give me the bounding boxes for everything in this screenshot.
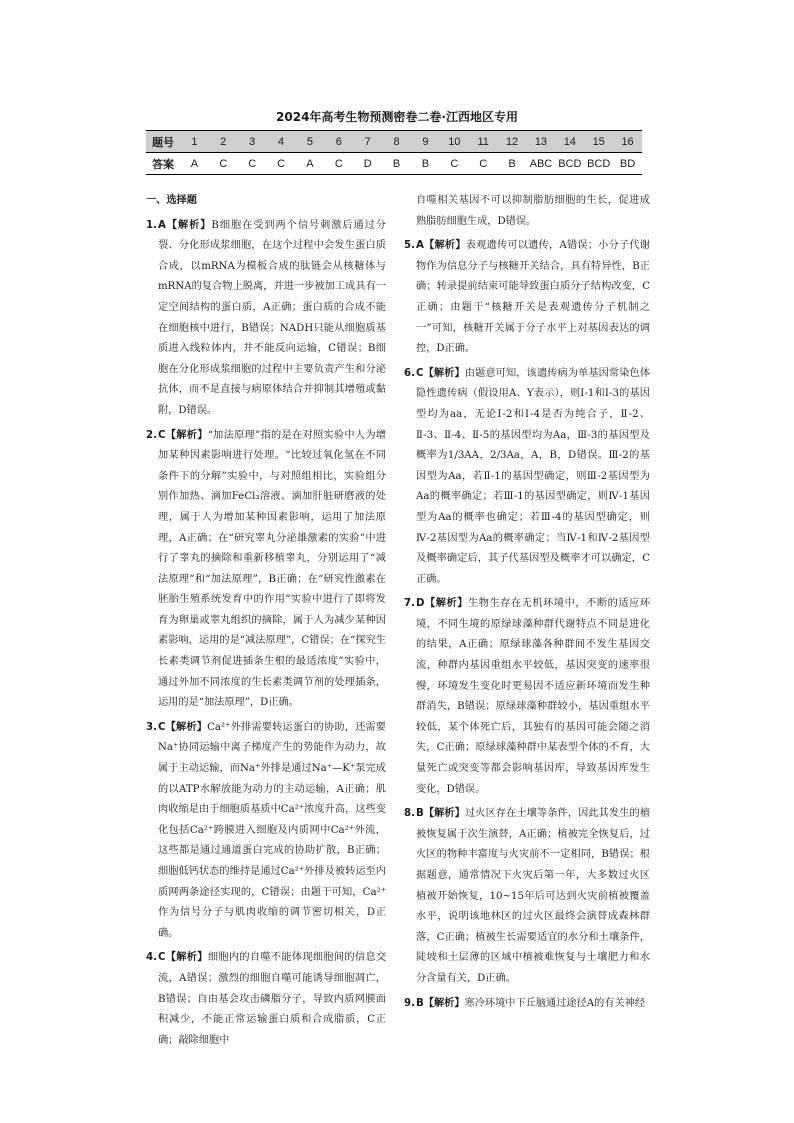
item-answer: B	[416, 808, 424, 820]
item-number: 5.	[404, 240, 415, 252]
question-number: 1	[180, 131, 209, 153]
question-number: 15	[584, 131, 613, 153]
question-number: 7	[353, 131, 382, 153]
answer-cell: BD	[613, 153, 642, 175]
answer-cell: BCD	[555, 153, 584, 175]
left-column	[146, 191, 386, 1051]
analysis-tag: 【解析】	[423, 367, 465, 379]
explanation-continuation	[404, 191, 650, 232]
item-number: 3.	[146, 721, 157, 733]
item-answer: A	[158, 219, 166, 231]
item-text: Ca²⁺外排需要转运蛋白的协助，还需要Na⁺协同运输中离子梯度产生的势能作为动力，故属于主动运输，而Na⁺外排是通过Na⁺—K⁺泵完成的以ATP水解放能为动力的主动运输，A正确；肌肉收缩是由于细胞质基质中Ca²⁺浓度升高，这些变化包括Ca²⁺跨膜进入细胞及内质网中Ca²⁺外流，这些都是通过通道蛋白完成的协助扩散，B正确；细胞低钙状态的维持是通过Ca²⁺外排及被转运至内质网两条途径实现的，C错误；由题干可知，Ca²⁺作为信号分子与肌肉收缩的调节密切相关，D正确。	[158, 721, 386, 939]
question-number: 13	[527, 131, 556, 153]
answer-cell: B	[382, 153, 411, 175]
explanation-item	[146, 216, 386, 422]
answer-cell: A	[296, 153, 325, 175]
question-number: 9	[411, 131, 440, 153]
item-text: 表观遗传可以遗传，A错误；小分子代谢物作为信息分子与核糖开关结合，具有特异性，B正确；转录提前结束可能导致蛋白质分子结构改变，C正确；由题干“核糖开关是表观遗传分子机制之一”可知，核糖开关属于分子水平上对基因表达的调控，D正确。	[416, 240, 650, 355]
explanation-item	[404, 236, 650, 360]
explanation-item	[404, 804, 650, 989]
question-number: 12	[498, 131, 527, 153]
answer-table	[146, 130, 642, 175]
item-number: 8.	[404, 808, 415, 820]
answer-table-answer-row	[146, 153, 642, 175]
question-number: 14	[555, 131, 584, 153]
item-text: 寒冷环境中下丘脑通过途径A的有关神经	[464, 997, 646, 1009]
explanation-item	[404, 594, 650, 800]
page-title: 2024年高考生物预测密卷二卷·江西地区专用	[276, 110, 518, 124]
item-number: 9.	[404, 997, 415, 1009]
item-number: 2.	[146, 429, 157, 441]
item-number: 6.	[404, 367, 415, 379]
analysis-tag: 【解析】	[165, 219, 212, 231]
analysis-tag: 【解析】	[165, 952, 208, 964]
answer-cell: D	[353, 153, 382, 175]
question-number: 5	[296, 131, 325, 153]
analysis-tag: 【解析】	[423, 997, 465, 1009]
answer-cell: BCD	[584, 153, 613, 175]
item-text: 细胞内的自噬不能体现细胞间的信息交流，A错误；激烈的细胞自噬可能诱导细胞凋亡，B错误；自由基会攻击磷脂分子，导致内质网膜面积减少，不能正常运输蛋白质和合成脂质，C正确；敲除细胞中	[158, 952, 387, 1046]
analysis-tag: 【解析】	[165, 429, 208, 441]
item-number: 4.	[146, 952, 157, 964]
explanation-item	[146, 948, 386, 1051]
answer-cell: C	[440, 153, 469, 175]
explanation-item	[404, 364, 650, 591]
item-text: “加法原理”指的是在对照实验中人为增加某种因素影响进行处理。“比较过氧化氢在不同条件下的分解”实验中，与对照组相比，实验组分别作加热、滴加FeCl₃溶液、滴加肝脏研磨液的处理，属于人为增加某种因素影响，运用了加法原理，A正确；在“研究睾丸分泌雄激素的实验”中进行了睾丸的摘除和重新移植睾丸，分别运用了“减法原理”和“加法原理”，B正确；在“研究性激素在胚胎生殖系统发育中的作用”实验中进行了即将发育为卵巢或睾丸组织的摘除，属于人为减少某种因素影响，运用的是“减法原理”，C错误；在“探究生长素类调节剂促进插条生根的最适浓度”实验中，通过外加不同浓度的生长素类调节剂的处理插条，运用的是“加法原理”，D正确。	[158, 429, 387, 709]
item-text: 由题意可知，该遗传病为单基因常染色体隐性遗传病（假设用A、Y表示），则Ⅰ-1和Ⅰ-3的基因型均为aa，无论Ⅰ-2和Ⅰ-4是否为纯合子，Ⅱ-2、Ⅱ-3、Ⅱ-4、Ⅱ-5的基因型均为Aa，Ⅲ-3的基因型及概率为1/3AA，2/3Aa，A，B，D错误。Ⅲ-2的基因型为Aa，若Ⅱ-1的基因型确定，则Ⅲ-2基因型为Aa的概率确定；若Ⅲ-1的基因型确定，则Ⅳ-1基因型为Aa的概率也确定；若Ⅲ-4的基因型确定，则Ⅳ-2基因型为Aa的概率确定；当Ⅳ-1和Ⅳ-2基因型及概率确定后，其子代基因型及概率才可以确定，C正确。	[416, 367, 651, 585]
analysis-tag: 【解析】	[165, 721, 208, 733]
answer-table-header-row	[146, 131, 642, 153]
item-answer: C	[158, 721, 166, 733]
item-text: 过火区存在土壤等条件，因此其发生的植被恢复属于次生演替，A正确；植被完全恢复后，过火区的物种丰富度与火灾前不一定相同，B错误；根据题意，通常情况下火灾后第一年，大多数过火区植被开始恢复，10~15年后可达到火灾前植被覆盖水平，说明该地林区的过火区最终会演替成森林群落，C正确；植被生长需要适宜的水分和土壤条件，陡坡和土层薄的区域中植被难恢复与土壤肥力和水分含量有关，D正确。	[416, 808, 651, 984]
explanation-item	[146, 718, 386, 945]
question-number: 4	[267, 131, 296, 153]
analysis-tag: 【解析】	[423, 808, 465, 820]
item-answer: A	[416, 240, 424, 252]
item-text: 自噬相关基因不可以抑制脂肪细胞的生长，促进成熟脂肪细胞生成，D错误。	[416, 195, 650, 227]
answer-label: 答案	[146, 153, 180, 175]
explanation-item	[404, 994, 650, 1015]
question-number: 11	[469, 131, 498, 153]
question-number: 3	[238, 131, 267, 153]
explanation-item	[146, 426, 386, 714]
item-text: B细胞在受到两个信号刺激后通过分裂、分化形成浆细胞，在这个过程中会发生蛋白质合成，以mRNA为模板合成的肽链会从核糖体与mRNA的复合物上脱离，并进一步被加工成具有一定空间结构的蛋白质，A正确；蛋白质的合成不能在细胞核中进行，B错误；NADH只能从细胞质基质进入线粒体内，并不能反向运输，C错误；B细胞在分化形成浆细胞的过程中主要负责产生和分泌抗体，而不是直接与病原体结合并抑制其增殖或黏附，D错误。	[158, 219, 386, 416]
answer-cell: C	[238, 153, 267, 175]
analysis-tag: 【解析】	[423, 240, 466, 252]
item-number: 1.	[146, 219, 157, 231]
answer-cell: B	[498, 153, 527, 175]
header-label: 题号	[146, 131, 180, 153]
answer-cell: B	[411, 153, 440, 175]
right-column	[404, 191, 650, 1014]
question-number: 2	[209, 131, 238, 153]
answer-cell: C	[469, 153, 498, 175]
answer-cell: C	[209, 153, 238, 175]
item-answer: D	[416, 598, 425, 610]
item-text: 生物生存在无机环境中，不断的适应环境，不同生境的原绿球藻种群代谢特点不同是进化的结果，A正确；原绿球藻各种群间不发生基因交流，种群内基因重组水平较低，基因突变的速率很慢，环境发生变化时更易因不适应新环境而发生种群消失，B错误；原绿球藻种群较小，基因重组水平较低，某个体死亡后，其独有的基因可能会随之消失，C正确；原绿球藻种群中某表型个体的不育，大量死亡或突变等都会影响基因库，导致基因库发生变化，D错误。	[416, 598, 651, 795]
item-answer: C	[416, 367, 424, 379]
item-answer: C	[158, 429, 166, 441]
question-number: 8	[382, 131, 411, 153]
answer-cell: C	[324, 153, 353, 175]
analysis-tag: 【解析】	[424, 598, 468, 610]
section-title: 一、选择题	[146, 195, 197, 206]
item-answer: C	[158, 952, 166, 964]
answer-cell: A	[180, 153, 209, 175]
answer-cell: C	[267, 153, 296, 175]
answer-cell: ABC	[527, 153, 556, 175]
question-number: 6	[324, 131, 353, 153]
item-number: 7.	[404, 598, 415, 610]
question-number: 10	[440, 131, 469, 153]
item-answer: B	[416, 997, 424, 1009]
question-number: 16	[613, 131, 642, 153]
